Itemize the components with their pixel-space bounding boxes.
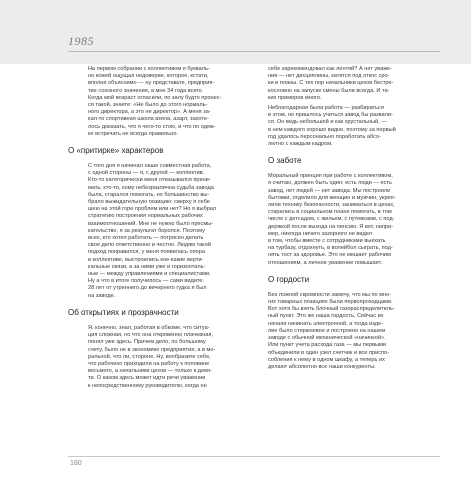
year-heading: 1985 bbox=[68, 34, 94, 48]
section-pride-text: Без ложной скромности замечу, что мы по мно- гих товарных позициях были первопроходцами. Вот хотя бы взять блочный газораспределитель- ный пункт. Это же наша гордость. Сейчас их начали начинать электронной, а тогда изде- лие было стержневое и построено на нашем заводе с обычной механической «начинкой». Или пункт учета расхода газа — мы первыми объединили в один узел счетчик и все приспо- собления к нему в одном шкафу, а теперь их делают абсолютно все наши конкуренты. bbox=[268, 291, 395, 370]
section-heading-care: О заботе bbox=[268, 156, 302, 166]
section-heading-pride: О гордости bbox=[268, 274, 310, 284]
left-column bbox=[68, 66, 257, 390]
footer-rule bbox=[68, 456, 440, 457]
section-heading-discoveries: Об открытиях и прозрачности bbox=[68, 307, 179, 317]
section-characters-text: С того дня я начинал наше совместная работа, с одной стороны — я, с другой — коллектив. Кто-то категорически меня отказывался прини- мать, кто-то, кому небезразлична судьба завода была, старался помогать, но большинство вы- брало выжидательную позицию: сверху я себе шею на этой горе проблем или нет? Но я выбрал стратегию построения нормальных рабочих взаимоотношений. Мне не нужно было пресмы- кательство, я за результат боролся. Поэтому всех, кто хотел работать — потрясен делать свое дело ответственно и честно. Людям такой подход понравился, у меня появилась опора в коллективе, выстроились кое-какие верти- кальные связи, а за ними уже и горизонталь- ные — между управлениями и специалистами. Ну а что в итоге получилось — сами видите. 28 лет от утреннего до вечернего гудка я был на заводе. bbox=[88, 163, 217, 299]
page-number: 180 bbox=[70, 460, 82, 467]
intro-paragraph: На первом собрании с коллективом я букваль- но кожей ощущал недоверие, которое, кстати, вполне объяснимо — ну представьте, предприя- тие союзного значения, а мне 34 года всего. Когда мой возраст огласили, по залу будто пронес- ся такой, знаете: «Не было до этого нормаль- ного директора, а это не директор». А меня за- кал-то спортивная школа взяла, азарт, захоте- лось доказать, что я чего-то стою, и что по одеж- ке встречать не всегда правильно. bbox=[88, 66, 222, 137]
header-rule bbox=[68, 51, 440, 52]
section-discoveries-text: Я, конечно, знал, работая в обкоме, что ситуа- ция сложная, но что она откровенно плачевная, понял уже здесь. Причем дело, по большому счету, было не в экономике предприятия, а в мо- ральной, что ли, стороне. Ну, вообразите себе, что рабочихо приходили на работу к половине восьмого, а начальники цехов — только к девя- ти. О каком здесь может идти речи уважении к непосредственному руководителю, когда он bbox=[88, 324, 216, 389]
continuation-paragraph: себе зарекомендовал как лентяй? А нет уваже- ния — нет дисциплины, катятся под откос сро- ки и планы. С тех пор начальники цехов бестре- кословно на запуске смены были всегда. И та- ких примеров много. bbox=[268, 66, 394, 101]
page-header bbox=[0, 0, 471, 64]
section-care-text: Моральный принцип при работе с коллективом, я считаю, должен быть один: есть люди — есть завод, нет людей — нет завода. Мы построили бытовки, отделило для женщин и мужчин, укреп- лили технику безопасности, заниматься в цехах, старались в социальном плане помогать, в том числе с детсадом, с жильем, с путевками, с под- держкой после выхода на пенсию. Я вот, напри- мер, никогда ничего зазорного не видел в том, чтобы вместе с сотрудниками выехать на турбазу, отдохнуть, в волейбол сыграть, под- нять тост за здоровье. Это не мешает рабочим отношениям, а личное уважение повышает. bbox=[268, 173, 396, 266]
right-column bbox=[268, 66, 437, 371]
section-heading-characters: О «притирке» характеров bbox=[68, 146, 164, 156]
second-paragraph: Неблагодарная была работа — разбираться в этом, но пришлось учиться завод бы развали- ся. Он ведь небольшой и как хрустальный, — в нем каждого хорошо видно, поэтому за первый год удалось персонально поработать абсо- лютно с каждым кадром. bbox=[268, 105, 396, 148]
